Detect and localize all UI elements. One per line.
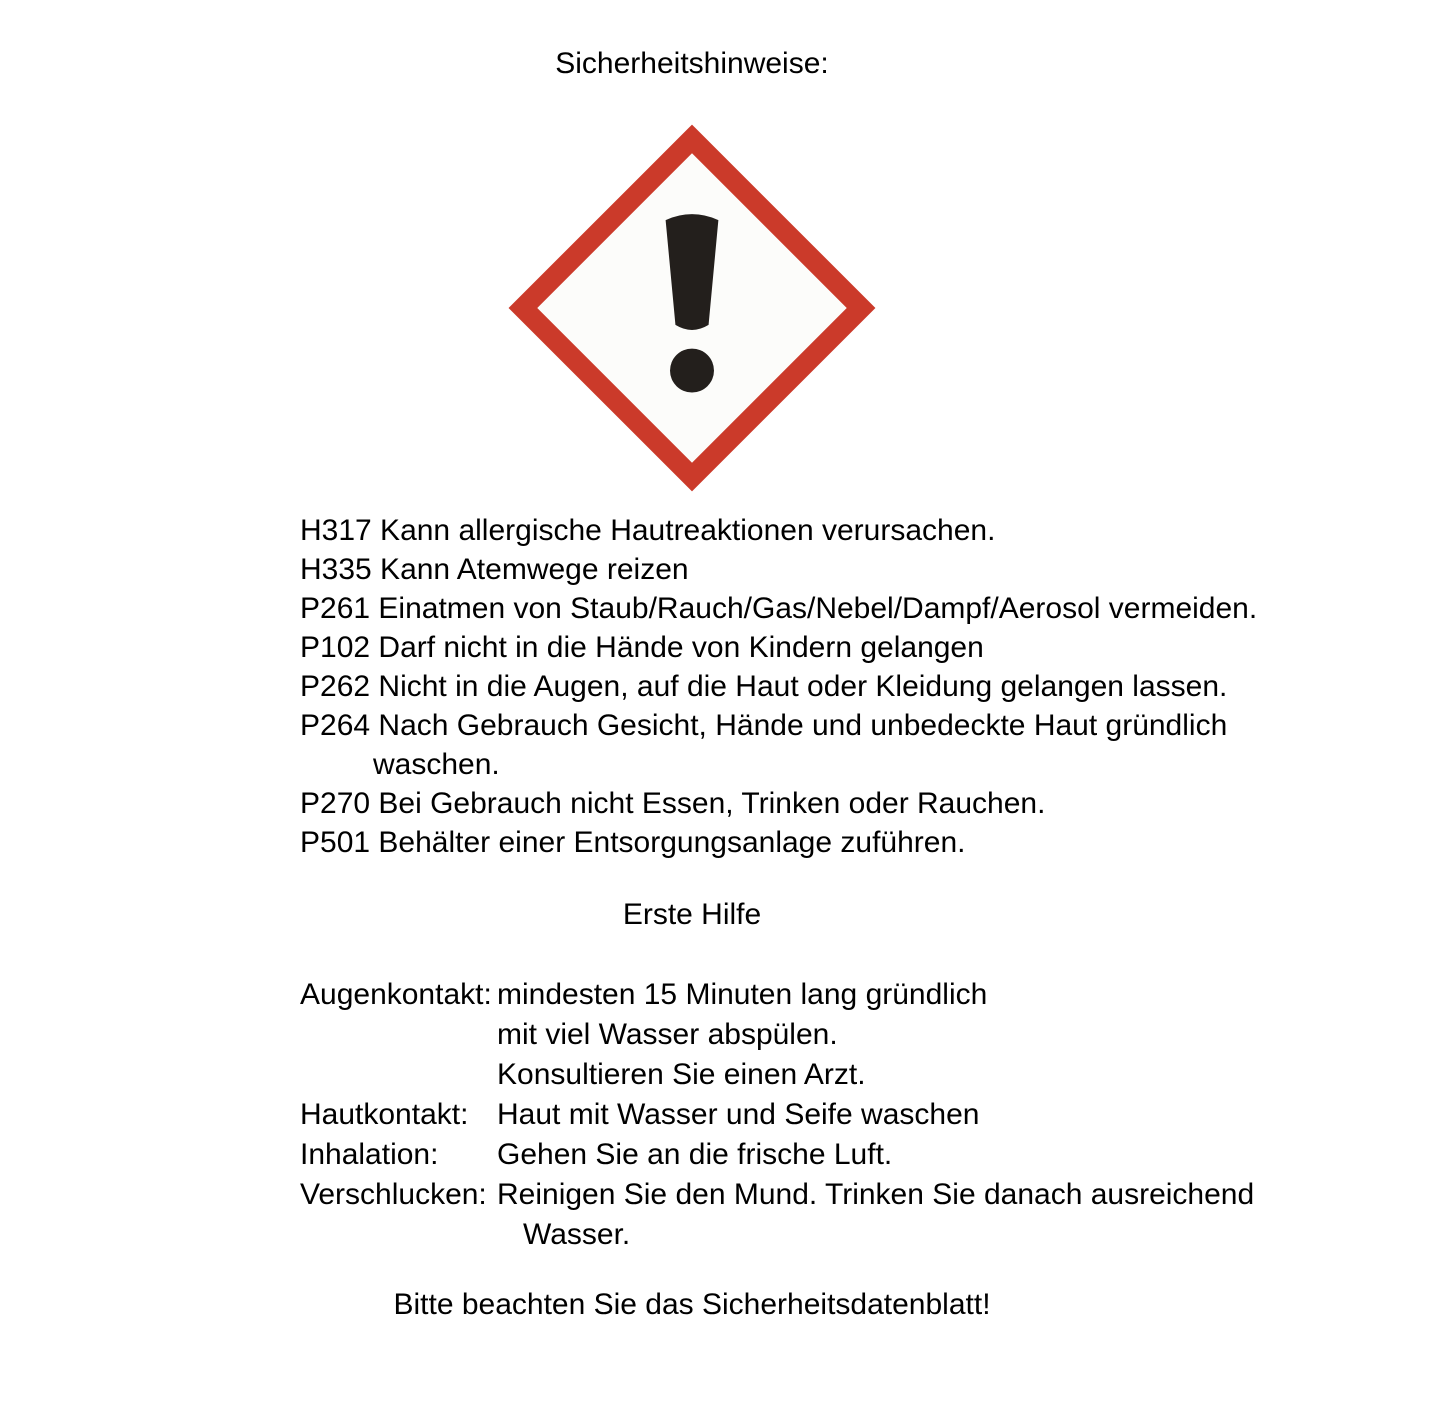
first-aid-row-inhalation — [300, 1135, 1384, 1175]
statement-p262: P262 Nicht in die Augen, auf die Haut oder Kleidung gelangen lassen. — [300, 670, 1228, 703]
statement-h335: H335 Kann Atemwege reizen — [300, 553, 689, 586]
first-aid-section — [300, 975, 1384, 1255]
page-title: Sicherheitshinweise: — [555, 47, 829, 80]
first-aid-row-skin-contact — [300, 1095, 1384, 1135]
statement-p264-continuation: waschen. — [373, 748, 500, 781]
exclamation-dot — [670, 349, 714, 393]
first-aid-row-eye-contact-continuation — [300, 1015, 1384, 1055]
statement-p102: P102 Darf nicht in die Hände von Kindern gelangen — [300, 631, 984, 664]
statement-p264: P264 Nach Gebrauch Gesicht, Hände und unbedeckte Haut gründlich — [300, 709, 1228, 742]
first-aid-label: Verschlucken: — [300, 1178, 487, 1211]
first-aid-text: Haut mit Wasser und Seife waschen — [497, 1098, 980, 1131]
first-aid-text: Gehen Sie an die frische Luft. — [497, 1138, 893, 1171]
first-aid-row-ingestion — [300, 1175, 1384, 1215]
pictogram-container — [0, 122, 1384, 494]
first-aid-text: Konsultieren Sie einen Arzt. — [497, 1058, 866, 1091]
first-aid-label — [300, 1215, 497, 1255]
ghs07-warning-pictogram-icon — [506, 122, 878, 494]
statement-p501: P501 Behälter einer Entsorgungsanlage zuführen. — [300, 826, 966, 859]
first-aid-label — [300, 1015, 497, 1055]
statement-h317: H317 Kann allergische Hautreaktionen verursachen. — [300, 514, 996, 547]
first-aid-label: Hautkontakt: — [300, 1098, 469, 1131]
first-aid-heading: Erste Hilfe — [622, 898, 762, 931]
safety-datasheet-note: Bitte beachten Sie das Sicherheitsdatenblatt! — [393, 1288, 991, 1321]
first-aid-text: Reinigen Sie den Mund. Trinken Sie danach ausreichend — [497, 1178, 1255, 1211]
statement-p261: P261 Einatmen von Staub/Rauch/Gas/Nebel/Dampf/Aerosol vermeiden. — [300, 592, 1258, 625]
first-aid-row-eye-contact — [300, 975, 1384, 1015]
first-aid-text: mindesten 15 Minuten lang gründlich — [497, 978, 988, 1011]
first-aid-label — [300, 1055, 497, 1095]
first-aid-row-eye-contact-doctor — [300, 1055, 1384, 1095]
first-aid-text: Wasser. — [523, 1218, 631, 1251]
hazard-precaution-statements — [300, 511, 1384, 862]
first-aid-row-ingestion-continuation — [300, 1215, 1384, 1255]
first-aid-label: Augenkontakt: — [300, 978, 492, 1011]
first-aid-label: Inhalation: — [300, 1138, 439, 1171]
statement-p270: P270 Bei Gebrauch nicht Essen, Trinken oder Rauchen. — [300, 787, 1046, 820]
first-aid-text: mit viel Wasser abspülen. — [497, 1018, 838, 1051]
